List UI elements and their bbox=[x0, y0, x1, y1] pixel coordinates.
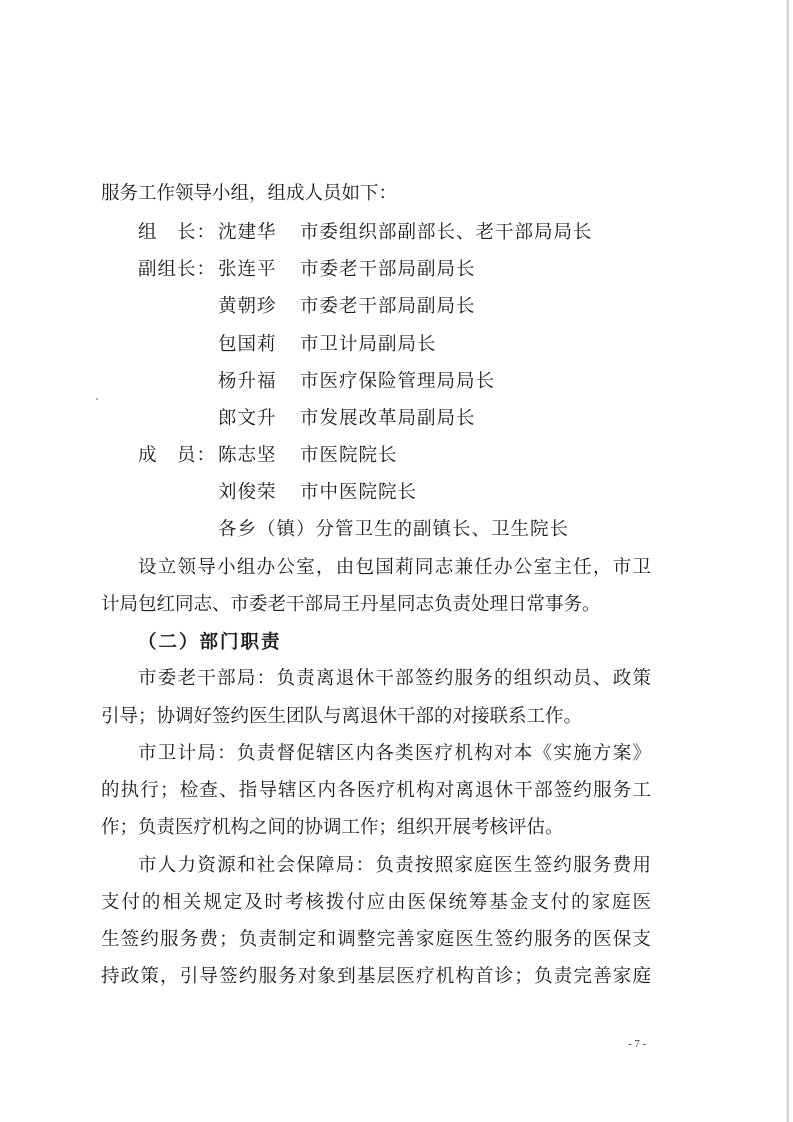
duty-line: 引导；协调好签约医生团队与离退休干部的对接联系工作。 bbox=[101, 706, 583, 727]
member-row bbox=[0, 482, 793, 504]
page-number: - 7 - bbox=[628, 1038, 647, 1050]
duty-line: 持政策，引导签约服务对象到基层医疗机构首诊；负责完善家庭 bbox=[101, 966, 651, 987]
member-title: 市委老干部局副局长 bbox=[300, 296, 476, 317]
duty-line: 的执行；检查、指导辖区内各医疗机构对离退休干部签约服务工 bbox=[101, 780, 651, 801]
duty-line: 支付的相关规定及时考核拨付应由医保统筹基金支付的家庭医 bbox=[101, 892, 651, 913]
member-row bbox=[0, 296, 793, 318]
intro-line: 服务工作领导小组，组成人员如下： bbox=[101, 183, 398, 204]
member-title: 市卫计局副局长 bbox=[300, 334, 437, 355]
duty-line: 作；负责医疗机构之间的协调工作；组织开展考核评估。 bbox=[101, 817, 564, 838]
duty-line: 市委老干部局：负责离退休干部签约服务的组织动员、政策 bbox=[138, 668, 651, 689]
member-name: 包国莉 bbox=[218, 334, 277, 355]
page-edge bbox=[786, 0, 789, 1122]
member-name: 沈建华 bbox=[218, 222, 277, 243]
member-title: 市医疗保险管理局局长 bbox=[300, 371, 496, 392]
member-title: 市委组织部副部长、老干部局局长 bbox=[300, 222, 593, 243]
member-name: 杨升福 bbox=[218, 371, 277, 392]
member-role: 成 员： bbox=[138, 445, 217, 466]
member-name: 刘俊荣 bbox=[218, 482, 277, 503]
member-row bbox=[0, 371, 793, 393]
member-title: 市发展改革局副局长 bbox=[300, 408, 476, 429]
member-role: 组 长： bbox=[138, 222, 217, 243]
section-heading: （二）部门职责 bbox=[138, 632, 282, 653]
member-row bbox=[0, 408, 793, 430]
member-title: 市委老干部局副局长 bbox=[300, 259, 476, 280]
member-row bbox=[0, 445, 793, 467]
duty-line: 市卫计局：负责督促辖区内各类医疗机构对本《实施方案》 bbox=[138, 743, 651, 764]
member-title: 市医院院长 bbox=[300, 445, 398, 466]
office-line-2: 计局包红同志、市委老干部局王丹星同志负责处理日常事务。 bbox=[101, 594, 601, 615]
member-name: 张连平 bbox=[218, 259, 277, 280]
office-line-1: 设立领导小组办公室，由包国莉同志兼任办公室主任，市卫 bbox=[138, 557, 651, 578]
member-role: 副组长： bbox=[138, 259, 217, 280]
duty-line: 生签约服务费；负责制定和调整完善家庭医生签约服务的医保支 bbox=[101, 929, 651, 950]
duty-line: 市人力资源和社会保障局：负责按照家庭医生签约服务费用 bbox=[138, 855, 651, 876]
member-name: 黄朝珍 bbox=[218, 296, 277, 317]
member-name: 陈志坚 bbox=[218, 445, 277, 466]
scan-speck bbox=[96, 398, 98, 400]
member-row bbox=[0, 222, 793, 244]
member-row bbox=[0, 259, 793, 281]
member-title: 市中医院院长 bbox=[300, 482, 418, 503]
member-name: 郎文升 bbox=[218, 408, 277, 429]
members-extra: 各乡（镇）分管卫生的副镇长、卫生院长 bbox=[218, 519, 570, 540]
member-row bbox=[0, 334, 793, 356]
